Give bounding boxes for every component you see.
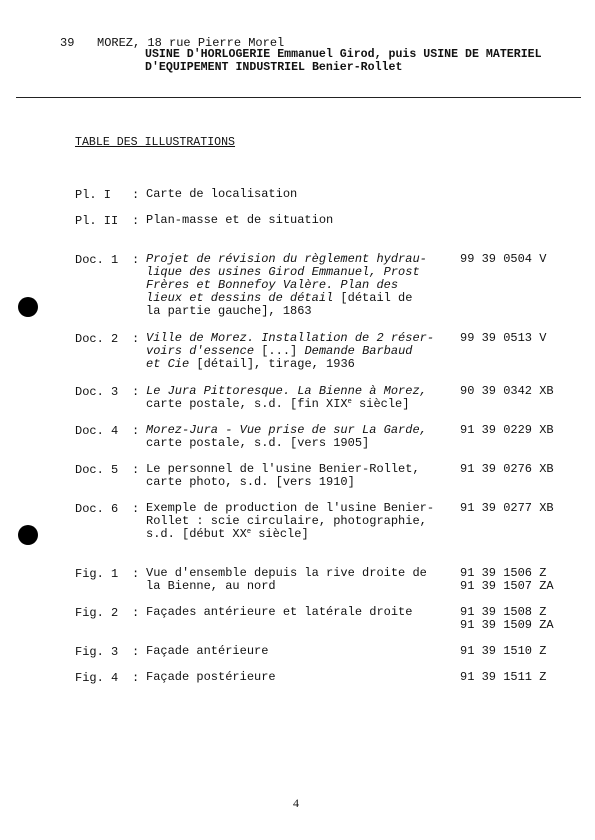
text-segment: voirs d'essence [146, 344, 255, 358]
entry-colon: : [132, 424, 140, 438]
reference-number: 90 39 0342 XB [460, 384, 554, 398]
text-segment: Le personnel de l'usine Benier-Rollet, [146, 462, 420, 476]
entry-label: Doc. 6 [75, 502, 119, 516]
entry-label: Fig. 1 [75, 567, 119, 581]
text-segment: la Bienne, au nord [146, 579, 276, 593]
entry-colon: : [132, 606, 140, 620]
superscript: e [246, 528, 252, 536]
section-title: TABLE DES ILLUSTRATIONS [75, 136, 236, 149]
description-line [146, 645, 446, 658]
description-line [146, 188, 446, 201]
entry-label: Fig. 3 [75, 645, 119, 659]
entry-colon: : [132, 188, 140, 202]
text-segment: Demande Barbaud [304, 344, 413, 358]
entry-description [146, 645, 446, 658]
description-line [146, 214, 446, 227]
entry-colon: : [132, 463, 140, 477]
entry-colon: : [132, 332, 140, 346]
text-segment: Exemple de production de l'usine Benier- [146, 501, 435, 515]
punch-hole-bottom [18, 525, 38, 545]
text-segment: siècle] [251, 527, 309, 541]
text-segment: [...] [254, 344, 305, 358]
description-line [146, 580, 446, 593]
entry-colon: : [132, 671, 140, 685]
entry-colon: : [132, 502, 140, 516]
entry-description [146, 502, 446, 541]
reference-number: 91 39 1507 ZA [460, 579, 554, 593]
description-line [146, 398, 446, 411]
entry-colon: : [132, 645, 140, 659]
entry-references [460, 567, 554, 593]
text-segment: Morez-Jura - Vue prise de sur La Garde, [146, 423, 427, 437]
entry-colon: : [132, 214, 140, 228]
reference-number: 99 39 0504 V [460, 252, 547, 266]
entry-label: Doc. 1 [75, 253, 119, 267]
text-segment: Le Jura Pittoresque. La Bienne à Morez, [146, 384, 427, 398]
entry-description [146, 567, 446, 593]
text-segment: Façade antérieure [146, 644, 269, 658]
entry-references [460, 502, 554, 515]
reference-number: 91 39 0277 XB [460, 501, 554, 515]
text-segment: carte postale, s.d. [fin XIX [146, 397, 348, 411]
header-title-line-2: D'EQUIPEMENT INDUSTRIEL Benier-Rollet [145, 61, 403, 74]
entry-label: Fig. 4 [75, 671, 119, 685]
entry-references [460, 671, 546, 684]
header-title-line-1: USINE D'HORLOGERIE Emmanuel Girod, puis USINE DE MATERIEL [145, 48, 542, 61]
text-segment: Frères et Bonnefoy Valère. Plan des [146, 278, 399, 292]
entry-references [460, 332, 546, 345]
reference-number: 91 39 1511 Z [460, 670, 547, 684]
text-segment: Plan-masse et de situation [146, 213, 334, 227]
entry-label: Doc. 2 [75, 332, 119, 346]
description-line [146, 437, 446, 450]
text-segment: [détail de [333, 291, 413, 305]
text-segment: Ville de Morez. Installation de 2 réser- [146, 331, 435, 345]
entry-references [460, 253, 546, 266]
page-number: 4 [293, 796, 299, 810]
description-line [146, 358, 446, 371]
entry-description [146, 214, 446, 227]
entry-references [460, 463, 554, 476]
description-line [146, 606, 446, 619]
reference-number: 99 39 0513 V [460, 331, 547, 345]
entry-description [146, 671, 446, 684]
entry-description [146, 424, 446, 450]
entry-description [146, 188, 446, 201]
header-address: MOREZ, 18 rue Pierre Morel [97, 36, 285, 50]
reference-number: 91 39 1509 ZA [460, 618, 554, 632]
entry-description [146, 253, 446, 318]
header-divider [16, 97, 581, 98]
entry-description [146, 385, 446, 411]
entry-label: Doc. 3 [75, 385, 119, 399]
header-number: 39 [60, 36, 75, 50]
entry-label: Fig. 2 [75, 606, 119, 620]
text-segment: carte postale, s.d. [vers 1905] [146, 436, 370, 450]
entry-label: Doc. 5 [75, 463, 119, 477]
reference-number: 91 39 0229 XB [460, 423, 554, 437]
text-segment: et Cie [146, 357, 190, 371]
text-segment: Vue d'ensemble depuis la rive droite de [146, 566, 427, 580]
reference-number: 91 39 0276 XB [460, 462, 554, 476]
text-segment: carte photo, s.d. [vers 1910] [146, 475, 355, 489]
entry-references [460, 645, 546, 658]
text-segment: Rollet : scie circulaire, photographie, [146, 514, 427, 528]
reference-number: 91 39 1508 Z [460, 605, 547, 619]
entry-description [146, 606, 446, 619]
entry-label: Doc. 4 [75, 424, 119, 438]
entry-references [460, 424, 554, 437]
entry-label: Pl. I [75, 188, 112, 202]
entry-colon: : [132, 385, 140, 399]
punch-hole-top [18, 297, 38, 317]
text-segment: la partie gauche], 1863 [146, 304, 312, 318]
text-segment: Façade postérieure [146, 670, 276, 684]
text-segment: lique des usines Girod Emmanuel, Prost [146, 265, 420, 279]
reference-number: 91 39 1506 Z [460, 566, 547, 580]
text-segment: s.d. [début XX [146, 527, 247, 541]
description-line [146, 671, 446, 684]
reference-number: 91 39 1510 Z [460, 644, 547, 658]
text-segment: Carte de localisation [146, 187, 298, 201]
entry-colon: : [132, 567, 140, 581]
description-line [146, 305, 446, 318]
description-line [146, 476, 446, 489]
entry-label: Pl. II [75, 214, 119, 228]
entry-references [460, 606, 554, 632]
text-segment: siècle] [351, 397, 410, 411]
superscript: e [347, 398, 352, 406]
text-segment: Projet de révision du règlement hydrau- [146, 252, 427, 266]
description-line [146, 528, 446, 541]
text-segment: Façades antérieure et latérale droite [146, 605, 413, 619]
entry-colon: : [132, 253, 140, 267]
text-segment: [détail], tirage, 1936 [189, 357, 355, 371]
entry-description [146, 332, 446, 371]
entry-references [460, 385, 554, 398]
entry-description [146, 463, 446, 489]
text-segment: lieux et dessins de détail [146, 291, 334, 305]
